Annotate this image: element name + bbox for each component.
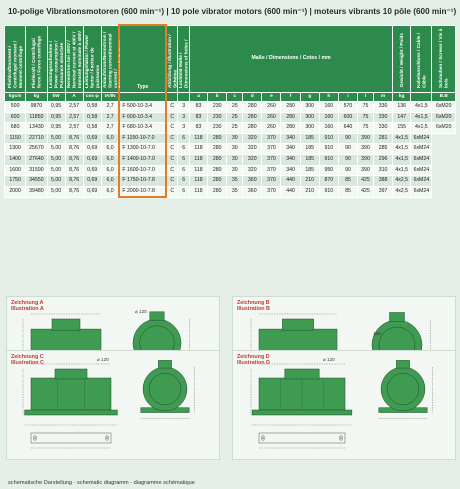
table-cell: 280 — [208, 165, 227, 176]
table-cell: 160 — [319, 112, 338, 123]
table-cell: 22710 — [26, 133, 47, 144]
table-cell: 910 — [319, 186, 338, 197]
unit-cell: B.B — [432, 93, 456, 102]
table-cell: 30 — [227, 155, 243, 166]
table-cell: 230 — [208, 102, 227, 113]
table-row — [5, 144, 456, 155]
table-cell: 640 — [338, 123, 357, 134]
table-cell: 425 — [358, 186, 374, 197]
table-cell: 6 — [178, 176, 190, 187]
table-cell: 6xM20 — [432, 112, 456, 123]
front-housing — [381, 367, 425, 411]
table-cell: 185 — [300, 165, 319, 176]
type-cell: F 1300-10-7.0 — [119, 144, 166, 155]
table-cell: 300 — [300, 112, 319, 123]
table-cell: 4x2,5 — [393, 186, 411, 197]
diagram-b-label: Zeichnung B Illustration B — [237, 300, 270, 313]
unit-cell: cos φ — [83, 93, 101, 102]
unit-cell: l — [358, 93, 374, 102]
table-cell: 280 — [243, 123, 262, 134]
table-cell: 8,76 — [65, 176, 83, 187]
table-cell: 0,69 — [83, 176, 101, 187]
table-cell: 6xM24 — [411, 176, 432, 187]
table-cell: 910 — [319, 133, 338, 144]
unit-cell: d — [243, 93, 262, 102]
table-cell: 910 — [319, 144, 338, 155]
table-cell: 75 — [358, 123, 374, 134]
footer-note: schematische Darstellung · schematic diagramm · diagramme schématique — [8, 480, 195, 486]
table-cell: 85 — [338, 186, 357, 197]
table-cell: 5,00 — [47, 155, 65, 166]
table-cell: 230 — [208, 112, 227, 123]
table-cell: 8,76 — [65, 144, 83, 155]
table-cell: 360 — [243, 176, 262, 187]
header-dimensions: Maße / Dimensions / Cotes / mm — [190, 25, 393, 93]
table-cell: 390 — [358, 133, 374, 144]
units-row — [5, 93, 456, 102]
table-cell: 370 — [262, 165, 281, 176]
table-cell: 390 — [358, 155, 374, 166]
table-cell: 6xM24 — [411, 165, 432, 176]
unit-cell: IA/IN — [101, 93, 119, 102]
table-cell: 118 — [190, 186, 208, 197]
table-cell: 160 — [319, 123, 338, 134]
table-cell: 210 — [300, 176, 319, 187]
table-cell: 2,7 — [101, 123, 119, 134]
table-cell: 4x1,5 — [411, 123, 432, 134]
unit-cell: f — [281, 93, 300, 102]
spec-table-wrap — [4, 24, 456, 198]
front-box — [158, 360, 171, 368]
dimension-label: ⌀ 120 — [323, 357, 335, 362]
table-cell: 25 — [227, 102, 243, 113]
table-cell: 370 — [262, 176, 281, 187]
table-cell: 6xM24 — [411, 186, 432, 197]
dimension-label: ⌀ 120 — [135, 309, 147, 314]
unit-cell: b — [208, 93, 227, 102]
header-screws: Schrauben / Screws / Vis à bois — [432, 25, 456, 93]
table-cell: 6 — [178, 144, 190, 155]
table-row — [5, 186, 456, 197]
unit-cell — [178, 93, 190, 102]
table-cell: 340 — [281, 144, 300, 155]
table-cell: 0,69 — [83, 155, 101, 166]
table-cell: 870 — [319, 176, 338, 187]
table-cell: 118 — [190, 144, 208, 155]
header-illustration: Abbildung / Illustration / Schéma — [166, 25, 178, 93]
unit-cell: kW — [47, 93, 65, 102]
table-cell: 9870 — [26, 102, 47, 113]
terminal-box — [52, 319, 80, 330]
table-cell: 260 — [262, 102, 281, 113]
table-row — [5, 123, 456, 134]
unit-cell: c — [227, 93, 243, 102]
table-cell: 39480 — [26, 186, 47, 197]
table-cell: 260 — [262, 112, 281, 123]
table-cell: 8,76 — [65, 165, 83, 176]
table-cell: 0,69 — [83, 144, 101, 155]
table-cell: 2,57 — [65, 102, 83, 113]
type-cell: F 1750-10-7.8 — [119, 176, 166, 187]
table-cell: 280 — [208, 144, 227, 155]
table-cell: 6xM20 — [432, 123, 456, 134]
table-cell: 0,95 — [47, 123, 65, 134]
table-row — [5, 155, 456, 166]
table-cell: 6 — [178, 133, 190, 144]
table-cell: 8,76 — [65, 186, 83, 197]
front-box — [150, 312, 164, 320]
table-row — [5, 102, 456, 113]
type-cell: F 600-10-3.4 — [119, 112, 166, 123]
table-cell: 500 — [5, 102, 26, 113]
dimension-label: ⌀ 120 — [97, 357, 109, 362]
table-cell: C — [166, 155, 178, 166]
type-cell: F 1600-10-7.0 — [119, 165, 166, 176]
table-cell: 280 — [243, 102, 262, 113]
table-cell: 0,69 — [83, 186, 101, 197]
unit-cell — [119, 93, 166, 102]
table-cell: 4x1,5 — [393, 155, 411, 166]
table-cell: 4x2,5 — [393, 176, 411, 187]
table-cell: 136 — [393, 102, 411, 113]
terminal-box — [55, 369, 87, 379]
table-cell: 370 — [262, 144, 281, 155]
table-cell: 1300 — [5, 144, 26, 155]
table-cell: 280 — [281, 112, 300, 123]
plan-outline — [31, 433, 111, 443]
table-cell: 30 — [227, 165, 243, 176]
table-cell: 600 — [5, 112, 26, 123]
table-cell: 0,69 — [83, 165, 101, 176]
table-cell: 260 — [262, 123, 281, 134]
table-cell: C — [166, 112, 178, 123]
front-housing — [143, 367, 187, 411]
table-cell: 6 — [178, 186, 190, 197]
table-cell: 0,58 — [83, 123, 101, 134]
table-cell: 3 — [178, 123, 190, 134]
table-cell: 0,58 — [83, 102, 101, 113]
diagram-c-label: Zeichnung C Illustration C — [11, 354, 44, 367]
unit-cell: A — [65, 93, 83, 102]
table-cell: C — [166, 144, 178, 155]
table-cell: 425 — [358, 176, 374, 187]
table-row — [5, 176, 456, 187]
motor-body — [31, 378, 111, 410]
table-cell: C — [166, 123, 178, 134]
table-cell: 310 — [373, 165, 392, 176]
type-cell: F 500-10-3.4 — [119, 102, 166, 113]
table-cell: 300 — [300, 123, 319, 134]
table-cell: 35 — [227, 186, 243, 197]
table-cell: 210 — [300, 186, 319, 197]
table-cell: 370 — [262, 155, 281, 166]
type-cell: F 1400-10-7.0 — [119, 155, 166, 166]
header-holes: Lochbild Maße / Dimensions of holes / — [178, 25, 190, 93]
table-cell: 185 — [300, 155, 319, 166]
diagram-d-drawing — [233, 351, 455, 459]
table-cell: 280 — [208, 176, 227, 187]
table-cell: 280 — [281, 123, 300, 134]
header-centrifugal-force: Fliehkraft / Centrifugal force / Force centrifuge — [26, 25, 47, 93]
table-cell: 340 — [281, 165, 300, 176]
table-cell: 160 — [319, 102, 338, 113]
table-cell: C — [166, 133, 178, 144]
front-box — [390, 313, 405, 322]
table-cell: 440 — [281, 186, 300, 197]
table-cell: 35 — [227, 176, 243, 187]
header-starting-current: Anlaufstrom/Nennstrom / Starting current/nominal current / — [101, 25, 119, 93]
table-cell: 230 — [208, 123, 227, 134]
table-cell: 85 — [338, 176, 357, 187]
type-cell: F 680-10-3.4 — [119, 123, 166, 134]
table-cell: 83 — [190, 102, 208, 113]
table-cell: 1400 — [5, 155, 26, 166]
table-cell: 8,76 — [65, 133, 83, 144]
table-cell: 4x1,5 — [411, 112, 432, 123]
table-cell: 320 — [243, 144, 262, 155]
table-cell: 281 — [373, 133, 392, 144]
table-cell: 6xM24 — [411, 133, 432, 144]
table-cell: 2000 — [5, 186, 26, 197]
table-cell: 600 — [338, 112, 357, 123]
table-cell: 280 — [208, 155, 227, 166]
table-cell: 680 — [5, 123, 26, 134]
table-cell: 320 — [243, 133, 262, 144]
unit-cell: kgcm — [5, 93, 26, 102]
table-cell: 118 — [190, 155, 208, 166]
table-row — [5, 165, 456, 176]
diagram-c-drawing — [7, 351, 219, 459]
table-cell: 2,7 — [101, 112, 119, 123]
table-cell: 11850 — [26, 112, 47, 123]
table-cell: 3 — [178, 102, 190, 113]
table-cell: 30 — [227, 133, 243, 144]
table-cell: 3 — [178, 112, 190, 123]
table-cell: 25670 — [26, 144, 47, 155]
table-cell: 360 — [243, 186, 262, 197]
table-cell: 90 — [338, 155, 357, 166]
table-cell: 397 — [373, 186, 392, 197]
table-cell: 6,0 — [101, 176, 119, 187]
table-cell: 910 — [319, 155, 338, 166]
table-cell: 300 — [300, 102, 319, 113]
table-cell: 340 — [281, 155, 300, 166]
table-cell: 147 — [393, 112, 411, 123]
table-cell: 4x1,5 — [393, 165, 411, 176]
unit-cell: g — [300, 93, 319, 102]
table-row — [5, 133, 456, 144]
table-cell: 4x1,5 — [393, 133, 411, 144]
header-current: Nennstrom bei 400V / Nominal current at 400V / Intensité nominale à 400V — [65, 25, 83, 93]
header-centrifugal-moment: Fliehkraftmoment / Centrifugal moment / Moment centrifuge — [5, 25, 26, 93]
table-cell: 5,00 — [47, 133, 65, 144]
table-cell: 296 — [373, 155, 392, 166]
table-cell: 118 — [190, 133, 208, 144]
table-cell: 6,0 — [101, 133, 119, 144]
header-power: Leistungsaufnahme / Power consumption / Puissance absorbée — [47, 25, 65, 93]
table-cell: 390 — [358, 144, 374, 155]
table-cell: 2,57 — [65, 112, 83, 123]
table-cell: 34550 — [26, 176, 47, 187]
table-cell: C — [166, 176, 178, 187]
unit-cell: e — [262, 93, 281, 102]
table-cell: 6xM24 — [411, 155, 432, 166]
table-cell: 30 — [227, 144, 243, 155]
table-cell: 6,0 — [101, 144, 119, 155]
table-cell: 5,00 — [47, 176, 65, 187]
table-cell: 440 — [281, 176, 300, 187]
table-cell: 118 — [190, 165, 208, 176]
table-cell: 280 — [208, 133, 227, 144]
motor-foot — [252, 410, 352, 415]
type-cell: F 1150-10-7.0 — [119, 133, 166, 144]
table-cell: 320 — [243, 165, 262, 176]
table-cell: 25 — [227, 112, 243, 123]
dimension-label: 140 — [373, 331, 381, 336]
table-cell: 31590 — [26, 165, 47, 176]
header-weight: Gewicht / Weight / Poids — [393, 25, 411, 93]
table-cell: 280 — [208, 186, 227, 197]
header-type: Type — [119, 25, 166, 93]
header-cable: Kabelanschluss / Cable / Câble — [411, 25, 432, 93]
table-cell: 5,00 — [47, 186, 65, 197]
table-cell: 0,69 — [83, 133, 101, 144]
table-row — [5, 112, 456, 123]
table-cell: 6xM20 — [432, 102, 456, 113]
table-cell: 4x1,5 — [411, 102, 432, 113]
table-cell: 1600 — [5, 165, 26, 176]
diagram-d-label: Zeichnung D Illustration D — [237, 354, 270, 367]
unit-cell: kg — [393, 93, 411, 102]
table-cell: 6xM24 — [411, 144, 432, 155]
table-cell: 75 — [358, 102, 374, 113]
table-cell: 340 — [281, 133, 300, 144]
table-cell: 280 — [281, 102, 300, 113]
type-cell: F 2000-10-7.8 — [119, 186, 166, 197]
table-cell: 6,0 — [101, 155, 119, 166]
terminal-box — [282, 319, 313, 330]
table-cell: 370 — [262, 133, 281, 144]
motor-foot — [25, 410, 118, 415]
table-cell: 155 — [393, 123, 411, 134]
table-cell: 330 — [373, 123, 392, 134]
header-power-factor: Leistungsfaktor / Power factor / Facteur de puissance — [83, 25, 101, 93]
table-cell: 390 — [358, 165, 374, 176]
table-cell: 27640 — [26, 155, 47, 166]
diagram-a-label: Zeichnung A Illustration A — [11, 300, 44, 313]
terminal-box — [285, 369, 319, 379]
table-cell: 5,00 — [47, 144, 65, 155]
table-cell: 6 — [178, 155, 190, 166]
table-cell: 4x1,5 — [393, 144, 411, 155]
table-cell: 5,00 — [47, 165, 65, 176]
table-cell: 330 — [373, 102, 392, 113]
table-cell: 25 — [227, 123, 243, 134]
unit-cell — [166, 93, 178, 102]
table-cell: 83 — [190, 123, 208, 134]
table-cell: 570 — [338, 102, 357, 113]
table-cell: 370 — [262, 186, 281, 197]
front-box — [396, 360, 409, 368]
table-cell: C — [166, 102, 178, 113]
unit-cell: kg — [26, 93, 47, 102]
table-cell: 388 — [373, 176, 392, 187]
table-cell: 83 — [190, 112, 208, 123]
table-cell: 0,58 — [83, 112, 101, 123]
unit-cell — [411, 93, 432, 102]
table-cell: 90 — [338, 144, 357, 155]
table-cell: 13430 — [26, 123, 47, 134]
table-cell: 6,0 — [101, 186, 119, 197]
plan-outline — [259, 433, 345, 443]
table-cell: 0,95 — [47, 102, 65, 113]
unit-cell: a — [190, 93, 208, 102]
table-cell: 6 — [178, 165, 190, 176]
page-title: 10-polige Vibrationsmotoren (600 min⁻¹) | 10 pole vibrator motors (600 min⁻¹) | moteurs vibrants 10 pôle (600 min⁻¹) — [8, 7, 457, 16]
table-cell: 1150 — [5, 133, 26, 144]
diagram-d-panel — [232, 350, 456, 460]
table-cell: 185 — [300, 133, 319, 144]
table-cell: 285 — [373, 144, 392, 155]
table-cell: 330 — [373, 112, 392, 123]
table-cell: C — [166, 165, 178, 176]
table-cell: C — [166, 186, 178, 197]
table-cell: 90 — [338, 133, 357, 144]
unit-cell: h — [319, 93, 338, 102]
unit-cell: m — [373, 93, 392, 102]
table-cell: 118 — [190, 176, 208, 187]
table-body — [5, 102, 456, 198]
table-cell: 185 — [300, 144, 319, 155]
table-cell: 0,95 — [47, 112, 65, 123]
table-cell: 6,0 — [101, 165, 119, 176]
table-cell: 320 — [243, 155, 262, 166]
unit-cell: i — [338, 93, 357, 102]
spec-table — [4, 24, 456, 198]
table-cell: 8,76 — [65, 155, 83, 166]
table-cell: 1750 — [5, 176, 26, 187]
table-cell: 75 — [358, 112, 374, 123]
table-cell: 90 — [338, 165, 357, 176]
table-cell: 2,7 — [101, 102, 119, 113]
table-cell: 950 — [319, 165, 338, 176]
diagram-c-panel — [6, 350, 220, 460]
table-cell: 280 — [243, 112, 262, 123]
table-cell: 2,57 — [65, 123, 83, 134]
